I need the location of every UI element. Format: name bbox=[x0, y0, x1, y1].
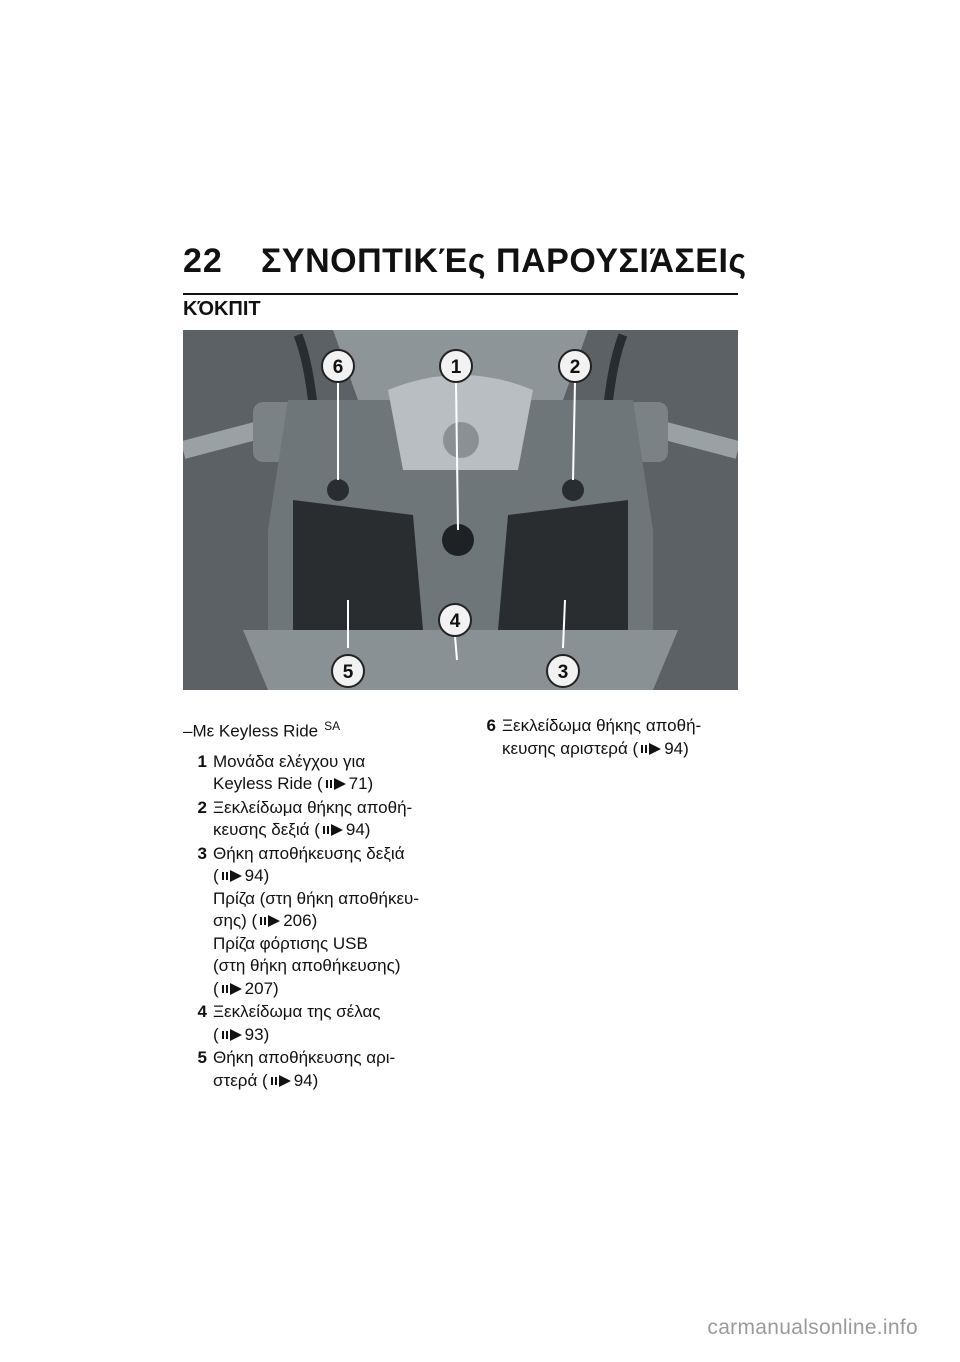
legend-item-text: Θήκη αποθήκευσης δεξιά bbox=[213, 843, 405, 863]
page-reference-number: 93) bbox=[244, 1024, 270, 1044]
callout-5 bbox=[332, 655, 364, 687]
page-reference-number: 207) bbox=[244, 978, 279, 998]
legend-item-line bbox=[213, 955, 448, 978]
cockpit-illustration bbox=[183, 330, 738, 690]
legend-item-text: κευσης δεξιά bbox=[213, 820, 310, 840]
legend-item bbox=[183, 1001, 448, 1046]
page-reference-arrow-icon bbox=[222, 870, 242, 882]
page-reference-arrow-icon bbox=[222, 983, 242, 995]
page-reference-number: 94) bbox=[664, 738, 689, 758]
page-number: 22 bbox=[183, 242, 223, 280]
legend-item-line bbox=[213, 773, 448, 796]
right-storage-compartment bbox=[498, 500, 628, 630]
page-reference[interactable]: ( 206) bbox=[246, 911, 318, 931]
watermark: carmanualsonline.info bbox=[707, 1316, 918, 1339]
legend-item-text: κευσης αριστερά bbox=[502, 738, 628, 758]
page-reference-arrow-icon bbox=[326, 778, 346, 790]
legend-item-line bbox=[213, 797, 448, 820]
svg-text:3: 3 bbox=[557, 662, 569, 683]
svg-text:1: 1 bbox=[450, 357, 462, 378]
page-reference[interactable]: ( 93) bbox=[213, 1024, 270, 1044]
legend-item bbox=[472, 715, 738, 760]
page-reference[interactable]: ( 94) bbox=[213, 866, 270, 886]
legend-item-line bbox=[213, 1070, 448, 1093]
page-reference[interactable]: ( 207) bbox=[213, 978, 279, 998]
legend-right-column bbox=[472, 715, 738, 761]
legend-item-line bbox=[213, 933, 448, 956]
legend-item-text: στερά bbox=[213, 1070, 258, 1090]
legend-item-text: Ξεκλείδωμα θήκης αποθή- bbox=[502, 716, 702, 735]
legend-item-number: 6 bbox=[486, 716, 496, 735]
svg-text:2: 2 bbox=[569, 357, 581, 378]
page-reference-arrow-icon bbox=[260, 915, 280, 927]
legend-item-line bbox=[213, 888, 448, 911]
section-title: ΚΌΚΠΙΤ bbox=[183, 298, 261, 320]
legend-item-text: Θήκη αποθήκευσης αρι- bbox=[213, 1048, 396, 1068]
callout-6 bbox=[322, 350, 354, 382]
legend-list-right bbox=[472, 715, 738, 760]
equipment-note-text: –Με Keyless Ride bbox=[183, 721, 319, 741]
page-reference-arrow-icon bbox=[323, 824, 343, 836]
legend-item-number: 3 bbox=[197, 843, 207, 863]
chapter-title: ΣΥΝΟΠΤΙΚΈς ΠΑΡΟΥΣΙΆΣΕΙς bbox=[261, 242, 747, 280]
page-reference-arrow-icon bbox=[271, 1075, 291, 1087]
page-reference-number: 94) bbox=[244, 866, 270, 886]
legend-item-line bbox=[213, 978, 448, 1001]
page-reference[interactable]: ( 71) bbox=[312, 774, 374, 794]
svg-text:5: 5 bbox=[342, 662, 354, 683]
legend-item-line bbox=[213, 843, 448, 866]
svg-text:6: 6 bbox=[332, 357, 344, 378]
svg-text:4: 4 bbox=[449, 611, 461, 632]
lower-fairing bbox=[243, 630, 678, 690]
page-reference-number: 206) bbox=[283, 911, 318, 931]
legend-item-line bbox=[213, 910, 448, 933]
page-reference-number: 94) bbox=[293, 1070, 319, 1090]
legend-item-number: 4 bbox=[197, 1002, 207, 1022]
left-storage-compartment bbox=[293, 500, 423, 630]
legend-item bbox=[183, 1047, 448, 1092]
legend-item-line bbox=[213, 865, 448, 888]
equipment-note bbox=[183, 715, 448, 743]
display-knob bbox=[443, 422, 479, 458]
legend-item-line bbox=[502, 738, 738, 761]
legend-item-text: σης) bbox=[213, 911, 247, 931]
legend-item-text: Πρίζα φόρτισης USB bbox=[213, 933, 368, 953]
legend-item-text: Πρίζα (στη θήκη αποθήκευ- bbox=[213, 888, 419, 908]
legend-item-line bbox=[213, 1024, 448, 1047]
page-header bbox=[183, 242, 747, 282]
legend-item-line bbox=[502, 715, 738, 738]
legend-list-left bbox=[183, 751, 448, 1093]
legend-item bbox=[183, 843, 448, 1001]
callout-2 bbox=[559, 350, 591, 382]
legend-item-text: Keyless Ride bbox=[213, 774, 313, 794]
callout-4 bbox=[439, 604, 471, 636]
legend-item-line bbox=[213, 1047, 448, 1070]
legend-item-number: 1 bbox=[197, 751, 207, 771]
legend-item bbox=[183, 797, 448, 842]
page-reference-number: 71) bbox=[348, 774, 374, 794]
page-reference-number: 94) bbox=[345, 820, 371, 840]
legend-item-line bbox=[213, 751, 448, 774]
right-compartment-release bbox=[562, 479, 584, 501]
legend-item-text: (στη θήκη αποθήκευσης) bbox=[213, 956, 401, 976]
cockpit-figure bbox=[183, 330, 738, 690]
callout-3 bbox=[547, 655, 579, 687]
left-compartment-release bbox=[327, 479, 349, 501]
legend-item-line bbox=[213, 819, 448, 842]
legend-item bbox=[183, 751, 448, 796]
legend-item-number: 2 bbox=[197, 797, 207, 817]
callout-1 bbox=[440, 350, 472, 382]
sa-tag: SA bbox=[324, 719, 341, 733]
legend-item-line bbox=[213, 1001, 448, 1024]
legend-item-text: Μονάδα ελέγχου για bbox=[213, 751, 366, 771]
header-divider bbox=[183, 293, 738, 295]
legend-item-text: Ξεκλείδωμα θήκης αποθή- bbox=[213, 797, 413, 817]
page-reference[interactable]: ( 94) bbox=[309, 820, 371, 840]
page-reference-arrow-icon bbox=[222, 1029, 242, 1041]
page-reference[interactable]: ( 94) bbox=[627, 738, 689, 758]
legend-left-column bbox=[183, 715, 448, 1093]
page-reference-arrow-icon bbox=[641, 743, 661, 755]
legend-item-text: Ξεκλείδωμα της σέλας bbox=[213, 1002, 381, 1022]
legend-item-number: 5 bbox=[197, 1048, 207, 1068]
page-reference[interactable]: ( 94) bbox=[257, 1070, 319, 1090]
